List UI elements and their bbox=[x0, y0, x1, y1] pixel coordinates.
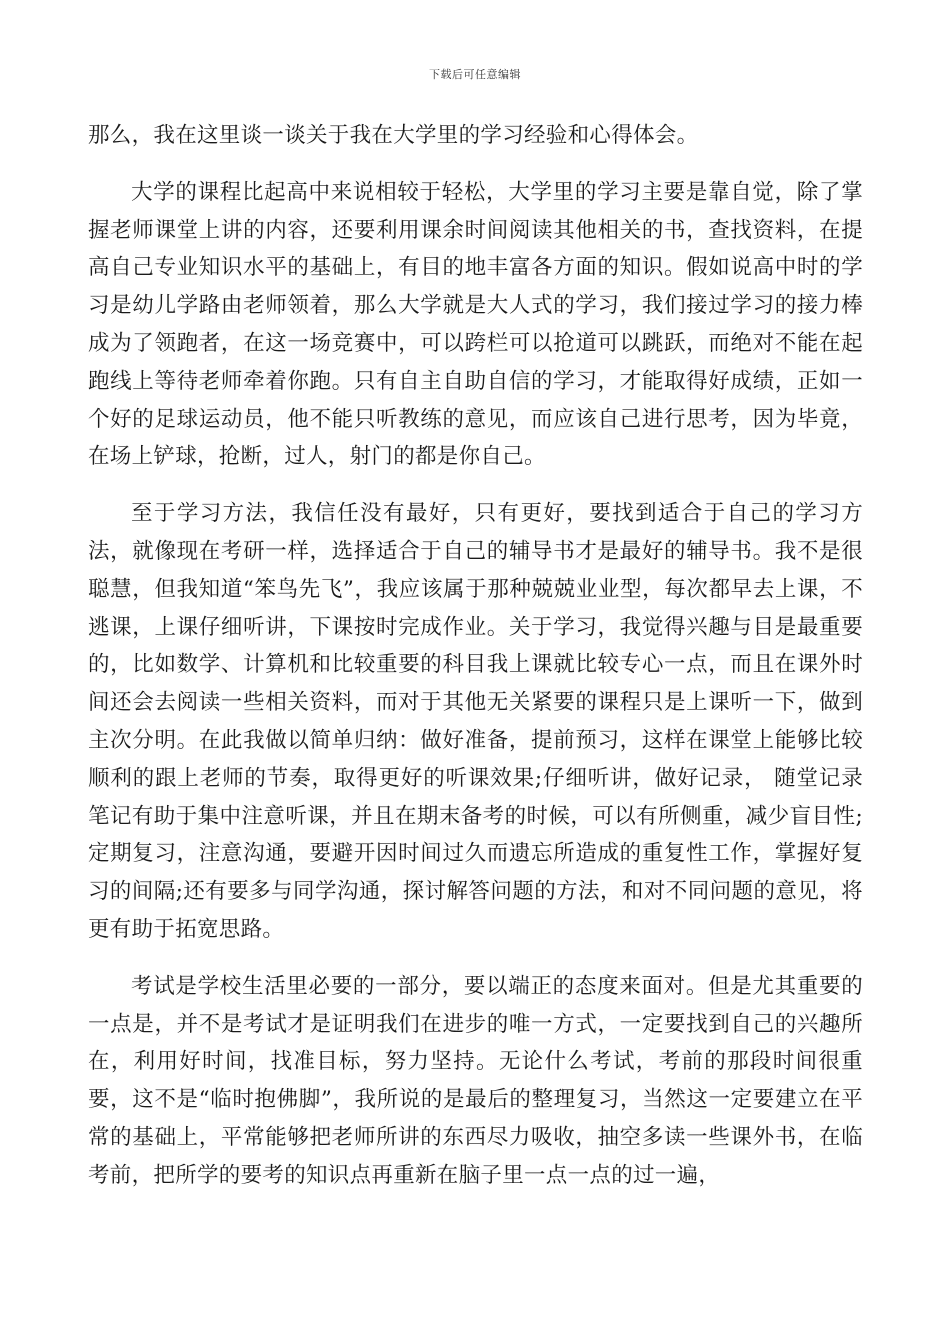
paragraph-1: 那么，我在这里谈一谈关于我在大学里的学习经验和心得体会。 bbox=[88, 123, 699, 148]
document-body bbox=[88, 117, 863, 1195]
paragraph-4: 考试是学校生活里必要的一部分，要以端正的态度来面对。但是尤其重要的一点是，并不是考试才是证明我们在进步的唯一方式，一定要找到自己的兴趣所在，利用好时间，找准目标，努力坚持。无论什么考试，考前的那段时间很重要，这不是“临时抱佛脚”，我所说的是最后的整理复习，当然这一定要建立在平常的基础上，平常能够把老师所讲的东西尽力吸收，抽空多读一些课外书，在临考前，把所学的要考的知识点再重新在脑子里一点一点的过一遍， bbox=[88, 973, 863, 1188]
paragraph-2: 大学的课程比起高中来说相较于轻松，大学里的学习主要是靠自觉，除了掌握老师课堂上讲的内容，还要利用课余时间阅读其他相关的书，查找资料，在提高自己专业知识水平的基础上，有目的地丰富各方面的知识。假如说高中时的学习是幼儿学路由老师领着，那么大学就是大人式的学习，我们接过学习的接力棒成为了领跑者，在这一场竞赛中，可以跨栏可以抢道可以跳跃，而绝对不能在起跑线上等待老师牵着你跑。只有自主自助自信的学习，才能取得好成绩，正如一个好的足球运动员，他不能只听教练的意见，而应该自己进行思考，因为毕竟，在场上铲球，抢断，过人，射门的都是你自己。 bbox=[88, 179, 863, 470]
paragraph-spacer bbox=[88, 155, 863, 174]
paragraph-spacer bbox=[88, 476, 863, 495]
page-header: 下载后可任意编辑 bbox=[429, 68, 521, 81]
paragraph-spacer bbox=[88, 949, 863, 968]
paragraph-3: 至于学习方法，我信任没有最好，只有更好，要找到适合于自己的学习方法，就像现在考研一样，选择适合于自己的辅导书才是最好的辅导书。我不是很聪慧，但我知道“笨鸟先飞”，我应该属于那种兢兢业业型，每次都早去上课，不逃课，上课仔细听讲，下课按时完成作业。关于学习，我觉得兴趣与目是最重要的，比如数学、计算机和比较重要的科目我上课就比较专心一点，而且在课外时间还会去阅读一些相关资料，而对于其他无关紧要的课程只是上课听一下，做到主次分明。在此我做以简单归纳：做好准备，提前预习，这样在课堂上能够比较顺利的跟上老师的节奏，取得更好的听课效果;仔细听讲，做好记录， 随堂记录笔记有助于集中注意听课，并且在期末备考的时候，可以有所侧重，减少盲目性;定期复习，注意沟通，要避开因时间过久而遗忘所造成的重复性工作，掌握好复习的间隔;还有要多与同学沟通，探讨解答问题的方法，和对不同问题的意见，将更有助于拓宽思路。 bbox=[88, 501, 863, 942]
